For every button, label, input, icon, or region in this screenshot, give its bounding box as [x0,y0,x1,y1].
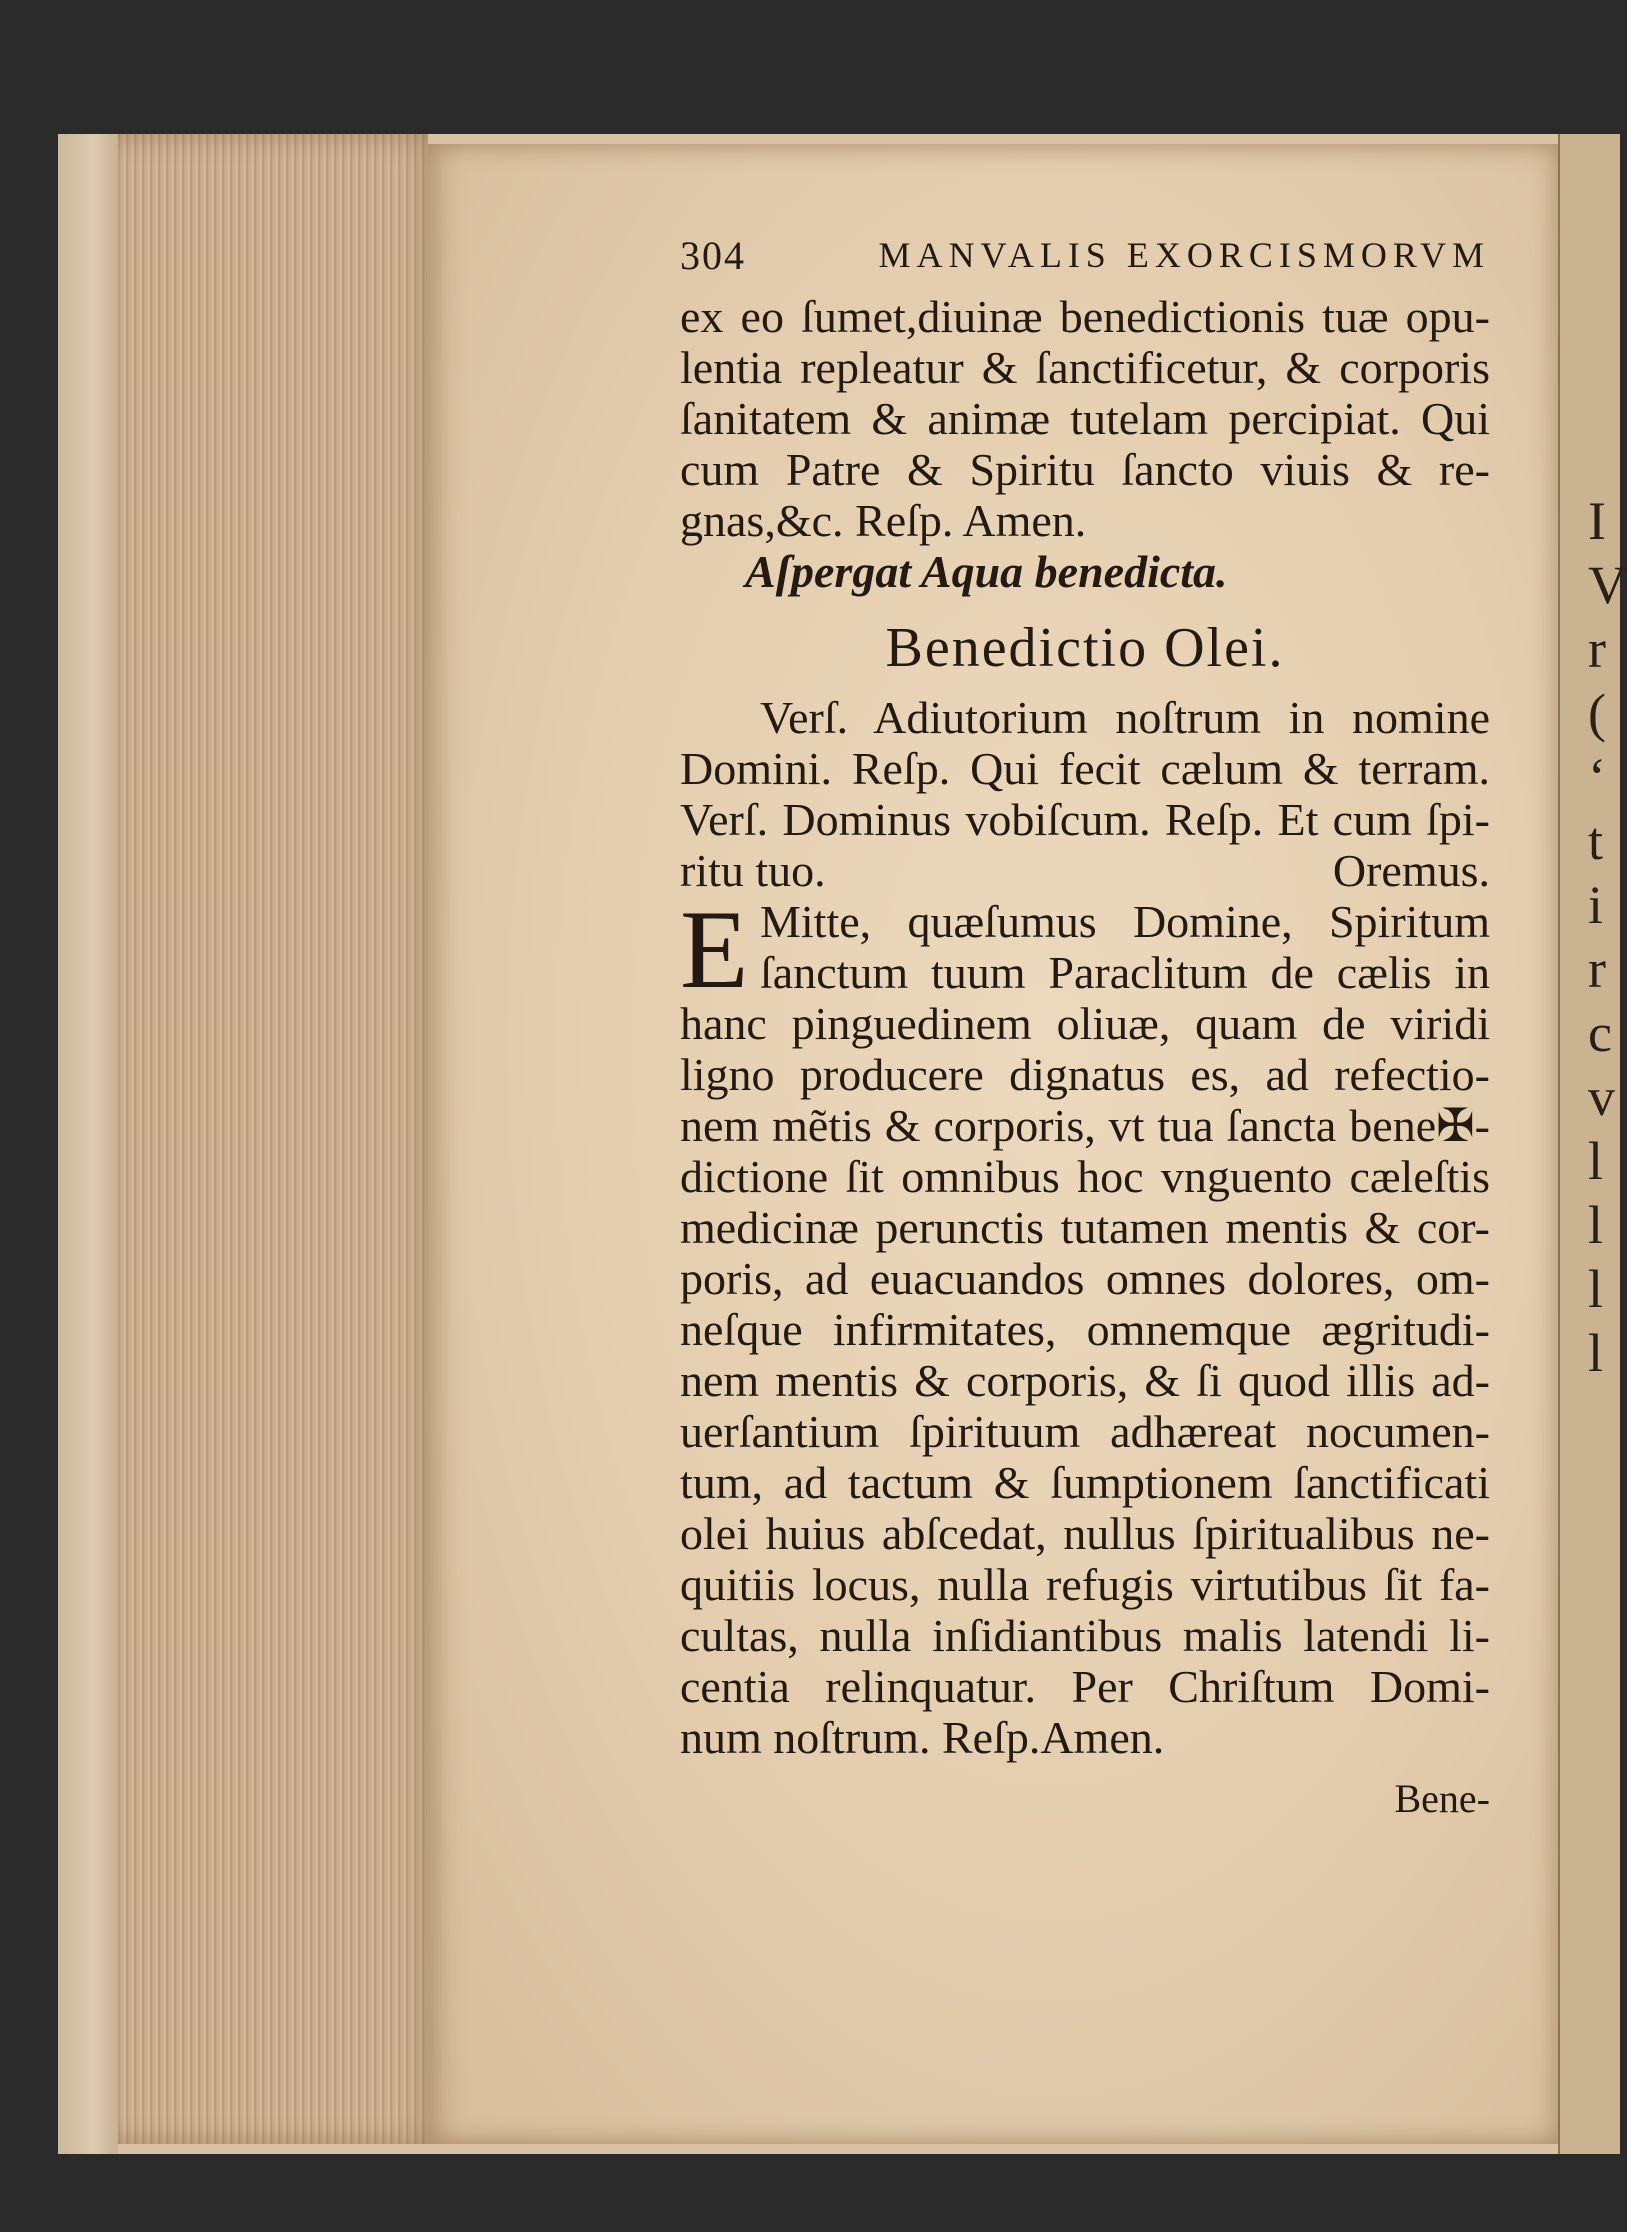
versicle-response: ritu tuo. [680,845,826,896]
page-number: 304 [680,233,746,278]
next-page-glyph: I [1588,491,1606,551]
text-line: ex eo ſumet,diuinæ benedictionis tuæ opu- [680,291,1490,342]
next-page-glyph: r [1588,939,1606,999]
running-header [680,230,1490,281]
text-line: neſque infirmitates, omnemque ægritudi- [680,1304,1490,1355]
rubric: Aſpergat Aqua benedicta. [745,546,1228,597]
text-line: ſanitatem & animæ tutelam percipiat. Qui [680,393,1490,444]
versicle-line: Verſ. Adiutorium noſtrum in nomine [760,692,1490,743]
text-line: olei huius abſcedat, nullus ſpiritualibus ne- [680,1508,1490,1559]
drop-capital: E [680,888,749,1012]
prayer [680,888,1490,1763]
next-page-glyph: l [1588,1195,1604,1255]
versicle-line: Verſ. Dominus vobiſcum. Reſp. Et cum ſpi- [680,794,1490,845]
next-page-glyph: l [1588,1131,1604,1191]
text-line: num noſtrum. Reſp.Amen. [680,1712,1165,1763]
text-line: nem mẽtis & corporis, vt tua ſancta bene✠- [680,1100,1490,1151]
text-line: cum Patre & Spiritu ſancto viuis & re- [680,444,1490,495]
next-page-glyph: t [1588,811,1604,871]
next-page-glyph: V [1588,555,1627,615]
text-line: quitiis locus, nulla refugis virtutibus ſit fa- [680,1559,1490,1610]
next-page-glyph: r [1588,619,1606,679]
next-page-glyph: l [1588,1323,1604,1383]
next-page-glyph: ( [1588,683,1606,743]
text-line: Mitte, quæſumus Domine, Spiritum [760,896,1490,947]
text-line: cultas, nulla inſidiantibus malis latendi li- [680,1610,1490,1661]
text-line: poris, ad euacuandos omnes dolores, om- [680,1253,1490,1304]
text-line: uerſantium ſpirituum adhæreat nocumen- [680,1406,1490,1457]
text-line: lentia repleatur & ſanctificetur, & corporis [680,342,1490,393]
catchword: Bene- [1394,1776,1490,1821]
text-line: dictione ſit omnibus hoc vnguento cæleſtis [680,1151,1490,1202]
text-line: hanc pinguedinem oliuæ, quam de viridi [680,998,1490,1049]
oremus-label: Oremus. [1332,845,1490,896]
text-line: centia relinquatur. Per Chriſtum Domi- [680,1661,1490,1712]
text-line: gnas,&c. Reſp. Amen. [680,495,1087,546]
versicle-line: Domini. Reſp. Qui fecit cælum & terram. [680,743,1490,794]
text-line: nem mentis & corporis, & ſi quod illis ad- [680,1355,1490,1406]
running-title: MANVALIS EXORCISMORVM [878,235,1490,275]
text-line: tum, ad tactum & ſumptionem ſanctificati [680,1457,1490,1508]
page-text [680,230,1490,1824]
next-page-glyph: ʻ [1588,747,1606,807]
section-heading: Benedictio Olei. [885,617,1285,679]
versicle-line [680,845,1490,896]
next-page-edge [1558,134,1627,2154]
text-line: ligno producere dignatus es, ad refectio- [680,1049,1490,1100]
book-cover-edge [58,134,118,2154]
next-page-glyph: l [1588,1259,1604,1319]
next-page-glyph: v [1588,1067,1615,1127]
text-line: ſanctum tuum Paraclitum de cælis in [760,947,1490,998]
next-page-glyph: i [1588,875,1604,935]
text-line: medicinæ perunctis tutamen mentis & cor- [680,1202,1490,1253]
next-page-glyph: c [1588,1003,1612,1063]
